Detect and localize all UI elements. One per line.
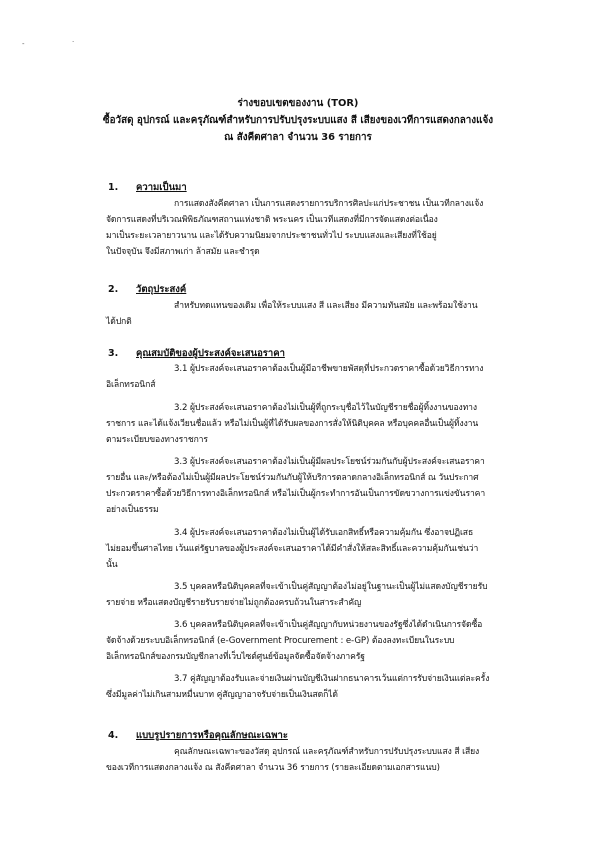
paragraph-line: ราชการ และได้แจ้งเวียนชื่อแล้ว หรือไม่เป็นผู้ที่ได้รับผลของการสั่งให้นิติบุคคล หรือบุคคลอื่นเป็นผู้ทิ้งงาน xyxy=(106,419,479,429)
section-heading-background: 1. ความเป็นมา xyxy=(108,182,187,193)
paragraph-line: ซึ่งมีมูลค่าไม่เกินสามหมื่นบาท คู่สัญญาอาจรับจ่ายเป็นเงินสดก็ได้ xyxy=(106,690,338,700)
paragraph-line: 3.5 บุคคลหรือนิติบุคคลที่จะเข้าเป็นคู่สัญญาต้องไม่อยู่ในฐานะเป็นผู้ไม่แสดงบัญชีรายรับ xyxy=(174,582,488,592)
section-heading-objective: 2. วัตถุประสงค์ xyxy=(108,284,187,295)
paragraph-line: 3.7 คู่สัญญาต้องรับและจ่ายเงินผ่านบัญชีเงินฝากธนาคารเว้นแต่การรับจ่ายเงินแต่ละครั้ง xyxy=(174,674,490,684)
document-subtitle-location: ณ สังคีตศาลา จำนวน 36 รายการ xyxy=(224,132,372,143)
paragraph-line: 3.4 ผู้ประสงค์จะเสนอราคาต้องไม่เป็นผู้ได้รับเอกสิทธิ์หรือความคุ้มกัน ซึ่งอาจปฏิเสธ xyxy=(174,528,474,538)
section-title: ความเป็นมา xyxy=(136,182,187,193)
paragraph-line: ในปัจจุบัน จึงมีสภาพเก่า ล้าสมัย และชำรุด xyxy=(106,247,260,257)
paragraph-line: อย่างเป็นธรรม xyxy=(106,505,159,515)
paragraph-line: ได้ปกติ xyxy=(106,317,132,327)
section-title: แบบรูปรายการหรือคุณลักษณะเฉพาะ xyxy=(136,730,288,741)
section-title: วัตถุประสงค์ xyxy=(136,284,187,295)
paragraph-line: 3.1 ผู้ประสงค์จะเสนอราคาต้องเป็นผู้มีอาชีพขายพัสดุที่ประกวดราคาซื้อด้วยวิธีการทาง xyxy=(174,364,484,374)
corner-mark: - xyxy=(22,40,25,48)
paragraph-line: นั้น xyxy=(106,560,118,570)
document-title: ร่างขอบเขตของงาน (TOR) xyxy=(237,98,359,109)
paragraph-line: ประกวดราคาซื้อด้วยวิธีการทางอิเล็กทรอนิกส์ หรือไม่เป็นผู้กระทำการอันเป็นการขัดขวางการแข่งขันราคา xyxy=(106,489,486,499)
paragraph-line: การแสดงสังคีตศาลา เป็นการแสดงรายการบริการศิลปะแก่ประชาชน เป็นเวทีกลางแจ้ง xyxy=(174,199,484,209)
paragraph-line: สำหรับทดแทนของเดิม เพื่อให้ระบบแสง สี และเสียง มีความทันสมัย และพร้อมใช้งาน xyxy=(174,301,478,311)
paragraph-line: จัดการแสดงที่บริเวณพิพิธภัณฑสถานแห่งชาติ พระนคร เป็นเวทีแสดงที่มีการจัดแสดงต่อเนื่อง xyxy=(106,215,438,225)
paragraph-line: คุณลักษณะเฉพาะของวัสดุ อุปกรณ์ และครุภัณฑ์สำหรับการปรับปรุงระบบแสง สี เสียง xyxy=(174,747,480,757)
paragraph-line: จัดจ้างด้วยระบบอิเล็กทรอนิกส์ (e-Government Procurement : e-GP) ต้องลงทะเบียนในระบบ xyxy=(106,636,455,646)
paragraph-line: 3.3 ผู้ประสงค์จะเสนอราคาต้องไม่เป็นผู้มีผลประโยชน์ร่วมกันกับผู้ประสงค์จะเสนอราคา xyxy=(174,457,485,467)
paragraph-line: อิเล็กทรอนิกส์ xyxy=(106,380,156,390)
paragraph-line: ของเวทีการแสดงกลางแจ้ง ณ สังคีตศาลา จำนวน 36 รายการ (รายละเอียดตามเอกสารแนบ) xyxy=(106,763,440,773)
corner-mark: . xyxy=(72,36,75,44)
document-subtitle: ซื้อวัสดุ อุปกรณ์ และครุภัณฑ์สำหรับการปรับปรุงระบบแสง สี เสียงของเวทีการแสดงกลางแจ้ง xyxy=(102,115,494,126)
paragraph-line: 3.2 ผู้ประสงค์จะเสนอราคาต้องไม่เป็นผู้ที่ถูกระบุชื่อไว้ในบัญชีรายชื่อผู้ทิ้งงานของทาง xyxy=(174,403,477,413)
section-heading-qualifications: 3. คุณสมบัติของผู้ประสงค์จะเสนอราคา xyxy=(108,348,285,359)
paragraph-line: มาเป็นระยะเวลายาวนาน และได้รับความนิยมจากประชาชนทั่วไป ระบบแสงและเสียงที่ใช้อยู่ xyxy=(106,231,437,241)
paragraph-line: 3.6 บุคคลหรือนิติบุคคลที่จะเข้าเป็นคู่สัญญากับหน่วยงานของรัฐซึ่งได้ดำเนินการจัดซื้อ xyxy=(174,620,483,630)
paragraph-line: รายอื่น และ/หรือต้องไม่เป็นผู้มีผลประโยชน์ร่วมกันกับผู้ให้บริการตลาดกลางอิเล็กทรอนิกส์ ณ วันประกาศ xyxy=(106,473,479,483)
paragraph-line: รายจ่าย หรือแสดงบัญชีรายรับรายจ่ายไม่ถูกต้องครบถ้วนในสาระสำคัญ xyxy=(106,598,362,608)
paragraph-line: อิเล็กทรอนิกส์ของกรมบัญชีกลางที่เว็บไซต์ศูนย์ข้อมูลจัดซื้อจัดจ้างภาครัฐ xyxy=(106,652,365,662)
section-heading-specifications: 4. แบบรูปรายการหรือคุณลักษณะเฉพาะ xyxy=(108,730,288,741)
paragraph-line: ไม่ยอมขึ้นศาลไทย เว้นแต่รัฐบาลของผู้ประสงค์จะเสนอราคาได้มีคำสั่งให้สละสิทธิ์และความคุ้มกันเช่นว่า xyxy=(106,544,479,554)
paragraph-line: ตามระเบียบของทางราชการ xyxy=(106,435,208,445)
section-title: คุณสมบัติของผู้ประสงค์จะเสนอราคา xyxy=(136,348,285,359)
